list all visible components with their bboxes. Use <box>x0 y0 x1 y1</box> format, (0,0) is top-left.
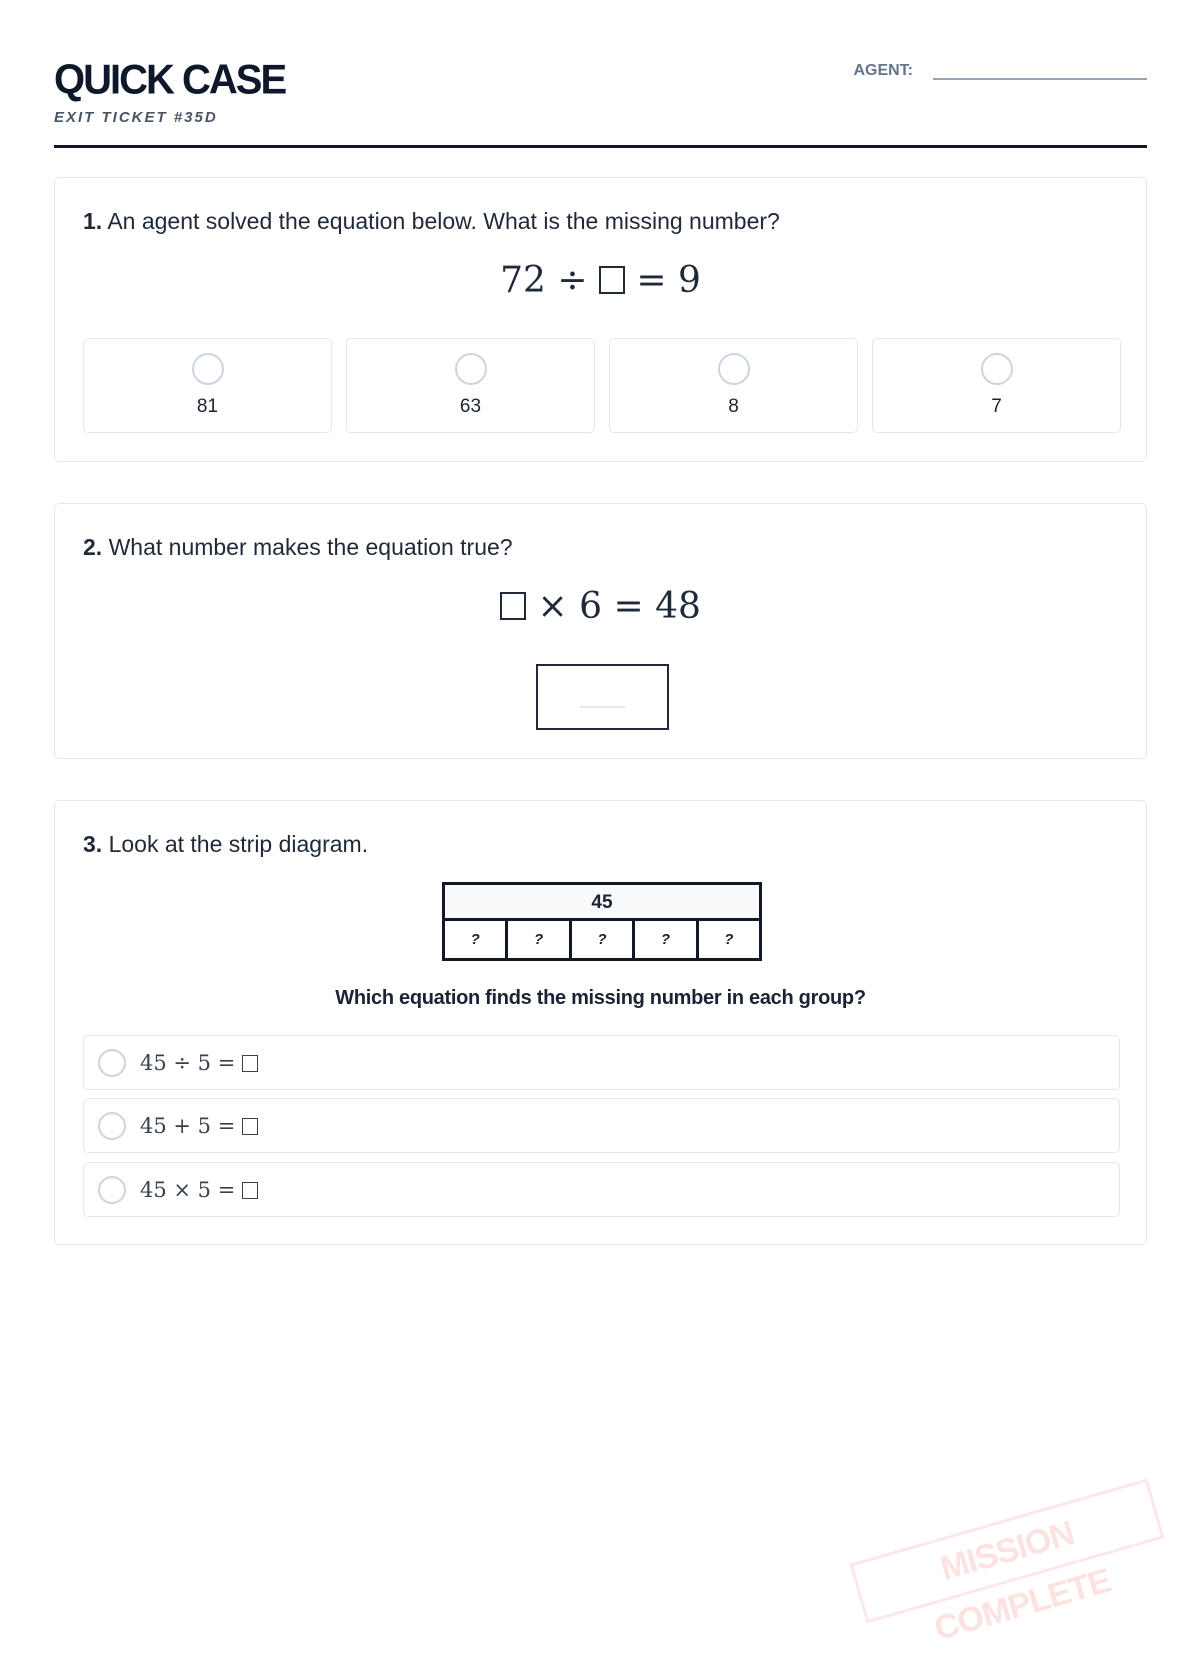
choices <box>83 338 1121 433</box>
radio-button[interactable] <box>98 1176 126 1204</box>
radio-button[interactable] <box>98 1112 126 1140</box>
choice-option[interactable] <box>83 338 332 433</box>
choice-option[interactable] <box>346 338 595 433</box>
strip-part: ? <box>572 921 635 958</box>
strip-part: ? <box>445 921 508 958</box>
choice-option[interactable] <box>609 338 858 433</box>
question-2 <box>54 503 1147 759</box>
question-1 <box>54 177 1147 462</box>
option-label: 45 ÷ 5 = <box>140 1051 258 1075</box>
choice-label: 7 <box>991 396 1002 417</box>
radio-button[interactable] <box>718 353 750 385</box>
strip-part: ? <box>724 931 734 948</box>
radio-button[interactable] <box>981 353 1013 385</box>
header <box>54 52 1147 148</box>
strip-diagram <box>442 882 762 961</box>
answer-input[interactable] <box>536 664 669 730</box>
page-title: QUICK CASE <box>54 56 286 104</box>
agent-input-line[interactable] <box>933 60 1147 80</box>
question-label: What number makes the equation true? <box>108 534 513 560</box>
blank-box <box>599 266 625 294</box>
option-label: 45 × 5 = <box>140 1178 258 1202</box>
equation-option[interactable] <box>83 1035 1120 1090</box>
question-prompt: Which equation finds the missing number in each group? <box>335 987 866 1009</box>
question-text <box>83 208 780 235</box>
question-number: 1. <box>83 208 103 234</box>
question-number: 2. <box>83 534 103 560</box>
question-3 <box>54 800 1147 1245</box>
equation: × 6 = 48 <box>55 586 1146 627</box>
radio-button[interactable] <box>455 353 487 385</box>
choice-option[interactable] <box>872 338 1121 433</box>
equation-option[interactable] <box>83 1162 1120 1217</box>
strip-total: 45 <box>445 885 759 921</box>
subtitle: EXIT TICKET #35D <box>54 109 218 126</box>
question-number: 3. <box>83 831 103 857</box>
blank-box <box>500 592 526 620</box>
choice-label: 8 <box>728 396 739 417</box>
choice-label: 63 <box>459 396 482 417</box>
agent-field <box>853 60 1147 80</box>
question-label: An agent solved the equation below. What is the missing number? <box>107 208 780 234</box>
radio-button[interactable] <box>98 1049 126 1077</box>
question-text <box>83 534 513 561</box>
equation-option[interactable] <box>83 1098 1120 1153</box>
radio-button[interactable] <box>192 353 224 385</box>
option-label: 45 + 5 = <box>140 1114 258 1138</box>
strip-part: ? <box>508 921 571 958</box>
mission-complete-stamp: MISSION COMPLETE <box>849 1478 1164 1623</box>
choice-label: 81 <box>196 396 219 417</box>
question-label: Look at the strip diagram. <box>108 831 369 857</box>
equation: 72 ÷ = 9 <box>500 260 701 301</box>
question-text <box>83 831 368 858</box>
strip-part: ? <box>635 921 698 958</box>
agent-label: AGENT: <box>853 62 913 79</box>
